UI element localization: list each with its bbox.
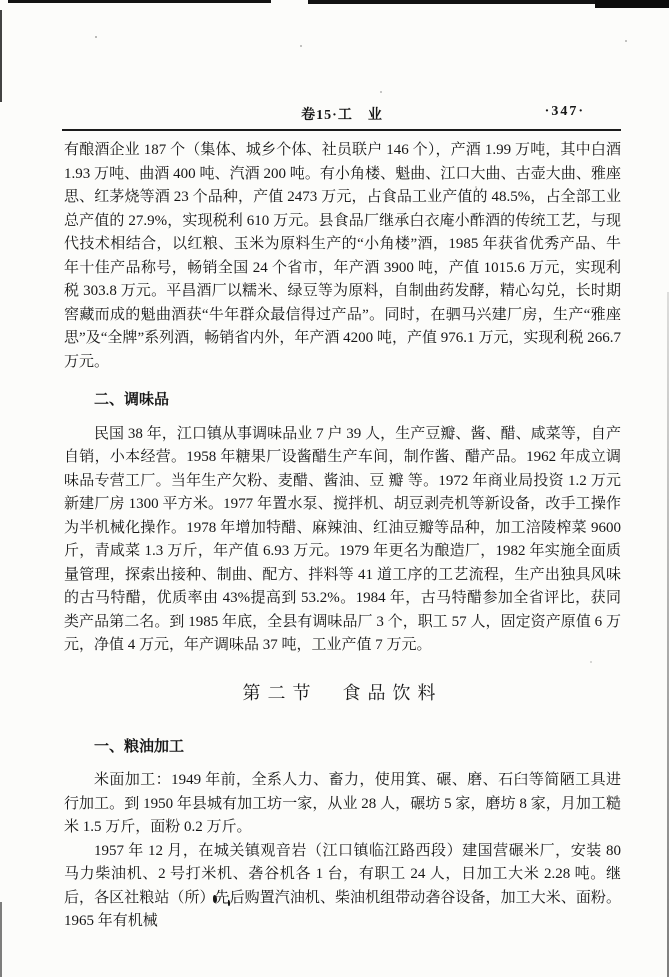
header-rule [62, 129, 621, 131]
paragraph-rice-mill-1957: 1957 年 12 月，在城关镇观音岩（江口镇临江路西段）建国营碾米厂，安装 80 马力柴油机、2 号打米机、砻谷机各 1 台，有职工 24 人，日加工大米 2.28 吨。继后，各区社粮站（所）先后购置汽油机、柴油机组带动砻谷设备，加工大米、面粉。1965 年有机械 [64, 842, 621, 929]
paragraph-rice-flour-processing: 米面加工：1949 年前，全系人力、畜力，使用箕、碾、磨、石臼等简陋工具进行加工。到 1950 年县城有加工坊一家，从业 28 人，碾坊 5 家，磨坊 8 家，月加工糙米 1.5 万斤，面粉 0.2 万斤。 [64, 772, 621, 835]
body-text [64, 139, 621, 934]
section-title-food-beverage: 第二节 食品饮料 [242, 682, 443, 703]
paragraph-brewing-enterprises: 有酿酒企业 187 个（集体、城乡个体、社员联户 146 个），产酒 1.99 万吨，其中白酒 1.93 万吨、曲酒 400 吨、汽酒 200 吨。有小角楼、魁曲、江口大曲、古壶大曲、雅座思、红茅烧等酒 23 个品种，产值 2473 万元，占食品工业产值的 48.5%，占全部工业总产值的 27.9%，实现税利 610 万元。县食品厂继承白衣庵小酢酒的传统工艺，与现代技术相结合，以红粮、玉米为原料生产的“小角楼”酒，1985 年获省优秀产品、牛年十佳产品称号，畅销全国 24 个省市，年产酒 3900 吨，产值 1015.6 万元，实现利税 303.8 万元。平昌酒厂以糯米、绿豆等为原料，自制曲药发酵，精心勾兑，长时期窖藏而成的魁曲酒获“牛年群众最信得过产品”。同时，在驷马兴建厂房，生产“雅座思”及“全牌”系列酒，畅销省内外，年产酒 4200 吨，产值 976.1 万元，实现利税 266.7 万元。 [64, 142, 621, 370]
scan-specks [95, 36, 97, 38]
heading-grain-oil-processing: 一、粮油加工 [94, 738, 185, 755]
heading-condiments: 二、调味品 [94, 392, 170, 408]
paragraph-condiments: 民国 38 年，江口镇从事调味品业 7 户 39 人，生产豆瓣、酱、醋、咸菜等，自产自销，小本经营。1958 年糖果厂设酱醋生产车间，制作酱、醋产品。1962 年成立调味品专营工厂。当年生产欠粉、麦醋、酱油、豆 瓣 等。1972 年商业局投资 1.2 万元新建厂房 1300 平方米。1977 年置水泵、搅拌机、胡豆剥壳机等新设备，改手工操作为半机械化操作。1978 年增加特醋、麻辣油、红油豆瓣等品种，加工涪陵榨菜 9600 斤，青咸菜 1.3 万斤，年产值 6.93 万元。1979 年更名为酿造厂，1982 年实施全面质量管理，探索出接种、制曲、配方、拌料等 41 道工序的工艺流程，生产出独具风味的古马特醋，优质率由 43%提高到 53.2%。1984 年，古马特醋参加全省评比，获同类产品第二名。到 1985 年底，全县有调味品厂 3 个，职工 57 人，固定资产原值 6 万元，净值 4 万元，年产调味品 37 吨，工业产值 7 万元。 [64, 425, 621, 653]
running-head [63, 104, 621, 126]
scan-left-edge-bottom [0, 902, 2, 977]
running-head-title: 卷15·工 业 [301, 108, 383, 123]
scan-left-edge-top [0, 10, 2, 102]
page-number: ·347· [544, 104, 585, 119]
scan-top-corner-blob [595, 0, 669, 8]
scan-top-edge-left [8, 0, 271, 3]
